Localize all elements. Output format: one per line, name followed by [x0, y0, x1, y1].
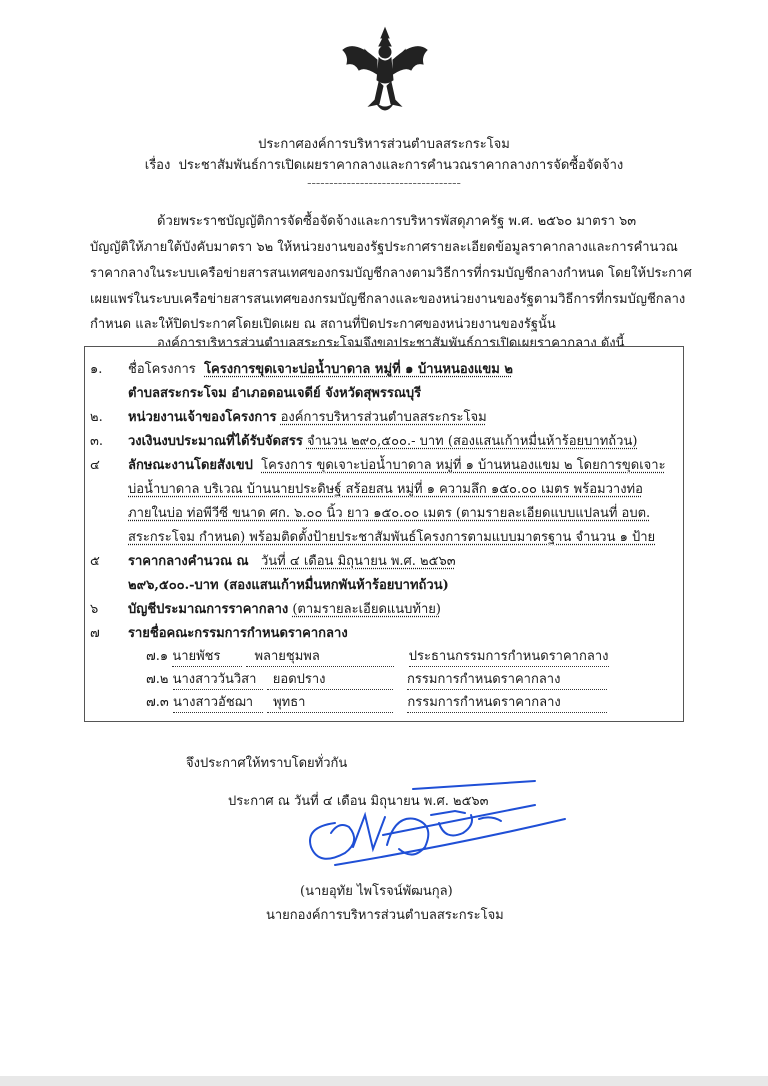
item-5	[128, 550, 456, 571]
item-5-label: ราคากลางคำนวณ ณ	[128, 554, 249, 569]
signer-position: นายกองค์การบริหารส่วนตำบลสระกระโจม	[266, 908, 504, 923]
item-4	[128, 454, 666, 475]
committee-surname: พุทธา	[273, 695, 306, 710]
item-3	[128, 430, 637, 451]
committee-role: ประธานกรรมการกำหนดราคากลาง	[408, 649, 609, 664]
item-3-label: วงเงินงบประมาณที่ได้รับจัดสรร	[128, 434, 303, 449]
closing-announce: จึงประกาศให้ทราบโดยทั่วกัน	[186, 756, 348, 771]
committee-row-3	[146, 691, 607, 713]
item-4-label: ลักษณะงานโดยสังเขป	[128, 458, 253, 473]
committee-row-1	[146, 645, 609, 667]
intro-line-1: ด้วยพระราชบัญญัติการจัดซื้อจัดจ้างและการบริหารพัสดุภาครัฐ พ.ศ. ๒๕๖๐ มาตรา ๖๓	[157, 214, 637, 229]
announcement-title: ประกาศองค์การบริหารส่วนตำบลสระกระโจม	[258, 137, 510, 152]
committee-surname: ยอดปราง	[272, 672, 326, 687]
item-2-value: องค์การบริหารส่วนตำบลสระกระโจม	[280, 410, 487, 425]
page-bottom-edge	[0, 1076, 768, 1086]
closing-date: ประกาศ ณ วันที่ ๔ เดือน มิถุนายน พ.ศ. ๒๕๖๓	[228, 794, 489, 809]
item-1-label: ชื่อโครงการ	[128, 362, 196, 377]
item-4-value-line-2: บ่อน้ำบาดาล บริเวณ บ้านนายประดิษฐ์ สร้อยสน หมู่ที่ ๑ ความลึก ๑๕๐.๐๐ เมตร พร้อมวางท่อ	[128, 482, 643, 497]
item-6-label: บัญชีประมาณการราคากลาง	[128, 602, 289, 617]
item-4-value-line-4: สระกระโจม กำหนด) พร้อมติดตั้งป้ายประชาสัมพันธ์โครงการตามแบบมาตรฐาน จำนวน ๑ ป้าย	[128, 530, 656, 545]
committee-row-2	[146, 668, 607, 690]
item-7-number: ๗	[90, 626, 100, 641]
item-1	[128, 358, 513, 379]
item-1-number: ๑.	[90, 362, 103, 377]
item-2-number: ๒.	[90, 410, 103, 425]
signer-name: (นายอุทัย ไพโรจน์พัฒนกุล)	[300, 884, 453, 899]
intro-line-3: ราคากลางในระบบเครือข่ายสารสนเทศของกรมบัญชีกลางตามวิธีการที่กรมบัญชีกลางกำหนด โดยให้ประกาศ	[90, 266, 692, 281]
item-5-value-line-2: ๒๙๖,๕๐๐.-บาท (สองแสนเก้าหมื่นหกพันห้าร้อยบาทถ้วน)	[128, 578, 449, 593]
item-6-number: ๖	[90, 602, 99, 617]
item-7-label: รายชื่อคณะกรรมการกำหนดราคากลาง	[128, 626, 348, 641]
committee-surname: พลายชุมพล	[254, 649, 320, 664]
intro-line-6: องค์การบริหารส่วนตำบลสระกระโจมจึงขอประชาสัมพันธ์การเปิดเผยราคากลาง ดังนี้	[157, 336, 625, 351]
item-4-number: ๔	[90, 458, 100, 473]
committee-name: นายพัชร	[172, 649, 221, 664]
item-3-value: จำนวน ๒๙๐,๕๐๐.- บาท (สองแสนเก้าหมื่นห้าร้อยบาทถ้วน)	[306, 434, 638, 449]
item-5-value: วันที่ ๔ เดือน มิถุนายน พ.ศ. ๒๕๖๓	[261, 554, 456, 569]
item-2	[128, 406, 487, 427]
signature-image	[295, 775, 585, 885]
committee-role: กรรมการกำหนดราคากลาง	[407, 695, 561, 710]
committee-name: นางสาวอัชฌา	[172, 695, 254, 710]
item-3-number: ๓.	[90, 434, 104, 449]
item-6	[128, 598, 441, 619]
item-5-number: ๕	[90, 554, 100, 569]
item-2-label: หน่วยงานเจ้าของโครงการ	[128, 410, 277, 425]
committee-no: ๗.๓	[146, 695, 169, 710]
subject-line	[0, 154, 768, 175]
committee-no: ๗.๑	[146, 649, 169, 664]
committee-name: นางสาววันวิสา	[172, 672, 257, 687]
item-1-value-line-2: ตำบลสระกระโจม อำเภอดอนเจดีย์ จังหวัดสุพรรณบุรี	[128, 386, 422, 401]
intro-line-4: เผยแพร่ในระบบเครือข่ายสารสนเทศของกรมบัญชีกลางและของหน่วยงานของรัฐตามวิธีการที่กรมบัญชีกลาง	[90, 292, 686, 307]
garuda-emblem-icon	[335, 20, 435, 120]
intro-line-5: กำหนด และให้ปิดประกาศโดยเปิดเผย ณ สถานที่ปิดประกาศของหน่วยงานของรัฐนั้น	[90, 317, 556, 332]
item-6-value: (ตามรายละเอียดแนบท้าย)	[292, 602, 441, 617]
item-1-value: โครงการขุดเจาะบ่อน้ำบาดาล หมู่ที่ ๑ บ้านหนองแขม ๒	[204, 362, 513, 377]
committee-role: กรรมการกำหนดราคากลาง	[407, 672, 561, 687]
item-4-value-line-1: โครงการ ขุดเจาะบ่อน้ำบาดาล หมู่ที่ ๑ บ้านหนองแขม ๒ โดยการขุดเจาะ	[261, 458, 666, 473]
committee-no: ๗.๒	[146, 672, 169, 687]
item-4-value-line-3: ภายในบ่อ ท่อพีวีซี ขนาด ศก. ๖.๐๐ นิ้ว ยาว ๑๕๐.๐๐ เมตร (ตามรายละเอียดแบบแปลนที่ อบต.	[128, 506, 651, 521]
separator: -----------------------------------	[307, 176, 461, 191]
subject-text: ประชาสัมพันธ์การเปิดเผยราคากลางและการคำนวณราคากลางการจัดซื้อจัดจ้าง	[178, 158, 624, 173]
subject-label: เรื่อง	[144, 158, 171, 173]
intro-line-2: บัญญัติให้ภายใต้บังคับมาตรา ๖๒ ให้หน่วยงานของรัฐประกาศรายละเอียดข้อมูลราคากลางและการคำนวณ	[90, 240, 678, 255]
